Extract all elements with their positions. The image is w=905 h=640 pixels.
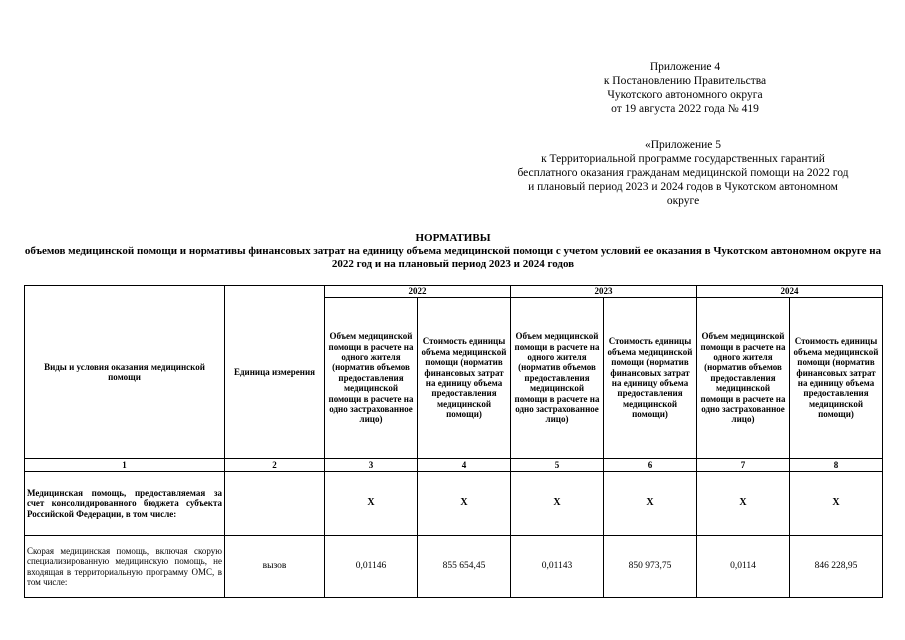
table-row [25,536,883,598]
appendix-line: к Постановлению Правительства [603,75,767,87]
title-heading: НОРМАТИВЫ [415,232,491,244]
column-number: 3 [325,459,418,472]
row-value: Х [604,472,697,536]
appendix-line: Чукотского автономного округа [607,89,763,101]
norms-table [24,285,883,598]
header-year-2023: 2023 [511,286,697,298]
column-number: 4 [418,459,511,472]
row-value: Х [697,472,790,536]
column-number: 8 [790,459,883,472]
appendix-reference [520,60,850,116]
appendix-line: Приложение 4 [649,61,721,73]
row-unit: вызов [225,536,325,598]
column-number: 6 [604,459,697,472]
document-title [20,232,886,271]
appendix2-line: «Приложение 5 [644,139,722,151]
row-care-type: Медицинская помощь, предоставляемая за счет консолидированного бюджета субъекта Российской Федерации, в том числе: [25,472,225,536]
title-subheading: объемов медицинской помощи и нормативы финансовых затрат на единицу объема медицинской помощи с учетом условий ее оказания в Чукотском автономном округе на 2022 год и на плановый период 2023 и 2024 годов [24,245,882,270]
row-value: Х [418,472,511,536]
row-value: Х [511,472,604,536]
appendix2-line: округе [666,195,700,207]
row-unit [225,472,325,536]
row-value: 855 654,45 [418,536,511,598]
header-cost-2022: Стоимость единицы объема медицинской помощи (норматив финансовых затрат на единицу объема предоставления медицинской помощи) [418,298,511,459]
header-unit: Единица измерения [225,286,325,459]
row-value: Х [790,472,883,536]
column-number: 2 [225,459,325,472]
row-value: 0,01146 [325,536,418,598]
row-value: 846 228,95 [790,536,883,598]
header-year-2024: 2024 [697,286,883,298]
appendix2-line: и плановый период 2023 и 2024 годов в Чукотском автономном [528,181,838,193]
header-volume-2022: Объем медицинской помощи в расчете на одного жителя (норматив объемов предоставления медицинской помощи в расчете на одно застрахованное лицо) [325,298,418,459]
header-volume-2024: Объем медицинской помощи в расчете на одного жителя (норматив объемов предоставления медицинской помощи в расчете на одно застрахованное лицо) [697,298,790,459]
row-value: 0,01143 [511,536,604,598]
column-number: 1 [25,459,225,472]
header-cost-2023: Стоимость единицы объема медицинской помощи (норматив финансовых затрат на единицу объема предоставления медицинской помощи) [604,298,697,459]
header-cost-2024: Стоимость единицы объема медицинской помощи (норматив финансовых затрат на единицу объема предоставления медицинской помощи) [790,298,883,459]
appendix2-line: к Территориальной программе государственных гарантий [541,153,825,165]
row-care-type: Скорая медицинская помощь, включая скорую специализированную медицинскую помощь, не входящая в территориальную программу ОМС, в том числе: [25,536,225,598]
appendix-line: от 19 августа 2022 года № 419 [611,103,759,115]
header-care-type: Виды и условия оказания медицинской помощи [25,286,225,459]
column-numbers-row [25,459,883,472]
table-row [25,472,883,536]
appendix-program-reference [478,138,888,208]
header-volume-2023: Объем медицинской помощи в расчете на одного жителя (норматив объемов предоставления медицинской помощи в расчете на одно застрахованное лицо) [511,298,604,459]
column-number: 5 [511,459,604,472]
appendix2-line: бесплатного оказания гражданам медицинской помощи на 2022 год [517,167,849,179]
header-year-2022: 2022 [325,286,511,298]
row-value: 850 973,75 [604,536,697,598]
column-number: 7 [697,459,790,472]
row-value: Х [325,472,418,536]
row-value: 0,0114 [697,536,790,598]
